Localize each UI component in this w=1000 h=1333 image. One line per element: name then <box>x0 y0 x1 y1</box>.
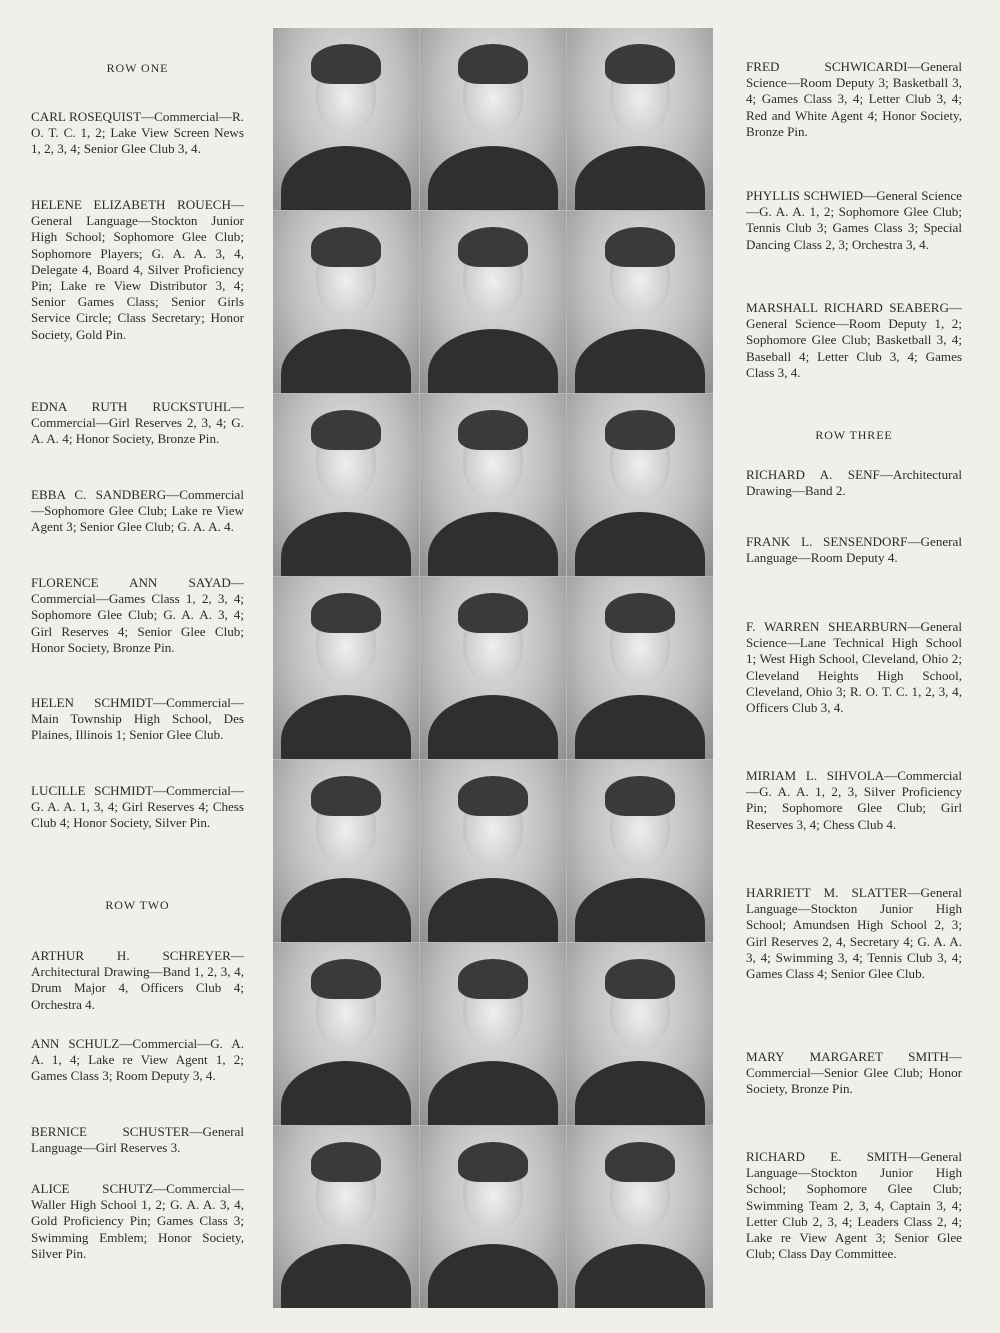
bio-arthur-schreyer: ARTHUR H. SCHREYER—Architectural Drawing—Band 1, 2, 3, 4, Drum Major 4, Officers Club 4; Orchestra 4. <box>31 948 244 1012</box>
portrait-r6-c1 <box>273 943 419 1125</box>
row-two-heading: ROW TWO <box>105 898 170 912</box>
bio-harriett-slatter: HARRIETT M. SLATTER—General Language—Stockton Junior High School; Amundsen High School 2, 3; Girl Reserves 2, 4, Secretary 4; G. A. A. 3, 4; Swimming 3, 4; Tennis Club 3, 4; Games Class 4; Senior Glee Club. <box>746 885 962 982</box>
bio-miriam-sihvola: MIRIAM L. SIHVOLA—Commercial—G. A. A. 1, 2, 3, Silver Proficiency Pin; Sophomore Glee Club; Girl Reserves 3, 4; Chess Club 4. <box>746 768 962 832</box>
portrait-r1-c3 <box>567 28 713 210</box>
bio-helen-schmidt: HELEN SCHMIDT—Commercial—Main Township High School, Des Plaines, Illinois 1; Senior Glee Club. <box>31 695 244 743</box>
portrait-r1-c1 <box>273 28 419 210</box>
portrait-r7-c3 <box>567 1126 713 1308</box>
bio-carl-rosequist: CARL ROSEQUIST—Commercial—R. O. T. C. 1, 2; Lake View Screen News 1, 2, 3, 4; Senior Glee Club 3, 4. <box>31 109 244 157</box>
row-one-heading: ROW ONE <box>106 61 169 75</box>
portrait-r2-c3 <box>567 211 713 393</box>
bio-richard-senf: RICHARD A. SENF—Architectural Drawing—Band 2. <box>746 467 962 499</box>
portrait-r5-c1 <box>273 760 419 942</box>
bio-fred-schwicardi: FRED SCHWICARDI—General Science—Room Deputy 3; Basketball 3, 4; Games Class 3, 4; Letter Club 3, 4; Red and White Agent 4; Honor Society, Bronze Pin. <box>746 59 962 139</box>
bio-bernice-schuster: BERNICE SCHUSTER—General Language—Girl Reserves 3. <box>31 1124 244 1156</box>
portrait-r3-c1 <box>273 394 419 576</box>
portrait-r7-c1 <box>273 1126 419 1308</box>
portrait-r2-c1 <box>273 211 419 393</box>
bio-edna-ruckstuhl: EDNA RUTH RUCKSTUHL—Commercial—Girl Reserves 2, 3, 4; G. A. A. 4; Honor Society, Bronze Pin. <box>31 399 244 447</box>
bio-lucille-schmidt: LUCILLE SCHMIDT—Commercial—G. A. A. 1, 3, 4; Girl Reserves 4; Chess Club 4; Honor Society, Silver Pin. <box>31 783 244 831</box>
portrait-r2-c2 <box>420 211 566 393</box>
bio-helene-rouech: HELENE ELIZABETH ROUECH—General Language—Stockton Junior High School; Sophomore Glee Club; Sophomore Players; G. A. A. 3, 4, Delegate 4, Board 4, Silver Proficiency Pin; Lake re View Distributor 3, 4; Senior Games Class; Senior Girls Service Circle; Class Secretary; Honor Society, Gold Pin. <box>31 197 244 342</box>
bio-ann-schulz: ANN SCHULZ—Commercial—G. A. A. 1, 4; Lake re View Agent 1, 2; Games Class 3; Room Deputy 3, 4. <box>31 1036 244 1084</box>
portrait-r5-c2 <box>420 760 566 942</box>
bio-phyllis-schwied: PHYLLIS SCHWIED—General Science—G. A. A. 1, 2; Sophomore Glee Club; Tennis Club 3; Games Class 3; Special Dancing Class 2, 3; Orchestra 3, 4. <box>746 188 962 252</box>
portrait-r4-c3 <box>567 577 713 759</box>
portrait-r7-c2 <box>420 1126 566 1308</box>
portrait-r6-c2 <box>420 943 566 1125</box>
bio-mary-margaret-smith: MARY MARGARET SMITH—Commercial—Senior Glee Club; Honor Society, Bronze Pin. <box>746 1049 962 1097</box>
portrait-r1-c2 <box>420 28 566 210</box>
bio-frank-sensendorf: FRANK L. SENSENDORF—General Language—Room Deputy 4. <box>746 534 962 566</box>
bio-florence-sayad: FLORENCE ANN SAYAD—Commercial—Games Class 1, 2, 3, 4; Sophomore Glee Club; G. A. A. 3, 4; Girl Reserves 4; Senior Glee Club; Honor Society, Bronze Pin. <box>31 575 244 655</box>
bio-alice-schutz: ALICE SCHUTZ—Commercial—Waller High School 1, 2; G. A. A. 3, 4, Gold Proficiency Pin; Games Class 3; Swimming Emblem; Honor Society, Silver Pin. <box>31 1181 244 1261</box>
portrait-r5-c3 <box>567 760 713 942</box>
portrait-r3-c2 <box>420 394 566 576</box>
bio-marshall-seaberg: MARSHALL RICHARD SEABERG—General Science—Room Deputy 1, 2; Sophomore Glee Club; Basketball 3, 4; Baseball 4; Letter Club 3, 4; Games Class 3, 4. <box>746 300 962 380</box>
portrait-r4-c1 <box>273 577 419 759</box>
portrait-grid <box>273 28 713 1308</box>
bio-ebba-sandberg: EBBA C. SANDBERG—Commercial—Sophomore Glee Club; Lake re View Agent 3; Senior Glee Club; G. A. A. 4. <box>31 487 244 535</box>
portrait-r3-c3 <box>567 394 713 576</box>
portrait-r6-c3 <box>567 943 713 1125</box>
portrait-r4-c2 <box>420 577 566 759</box>
row-three-heading: ROW THREE <box>815 428 893 442</box>
bio-richard-smith: RICHARD E. SMITH—General Language—Stockton Junior High School; Sophomore Glee Club; Swimming Team 2, 3, 4, Captain 3, 4; Letter Club 2, 3, 4; Leaders Class 2, 4; Lake re View Agent 3; Senior Glee Club; Class Day Committee. <box>746 1149 962 1262</box>
bio-warren-shearburn: F. WARREN SHEARBURN—General Science—Lane Technical High School 1; West High School, Cleveland, Ohio 2; Cleveland Heights High School, Cleveland, Ohio 3; R. O. T. C. 1, 2, 3, 4, Officers Club 3, 4. <box>746 619 962 716</box>
